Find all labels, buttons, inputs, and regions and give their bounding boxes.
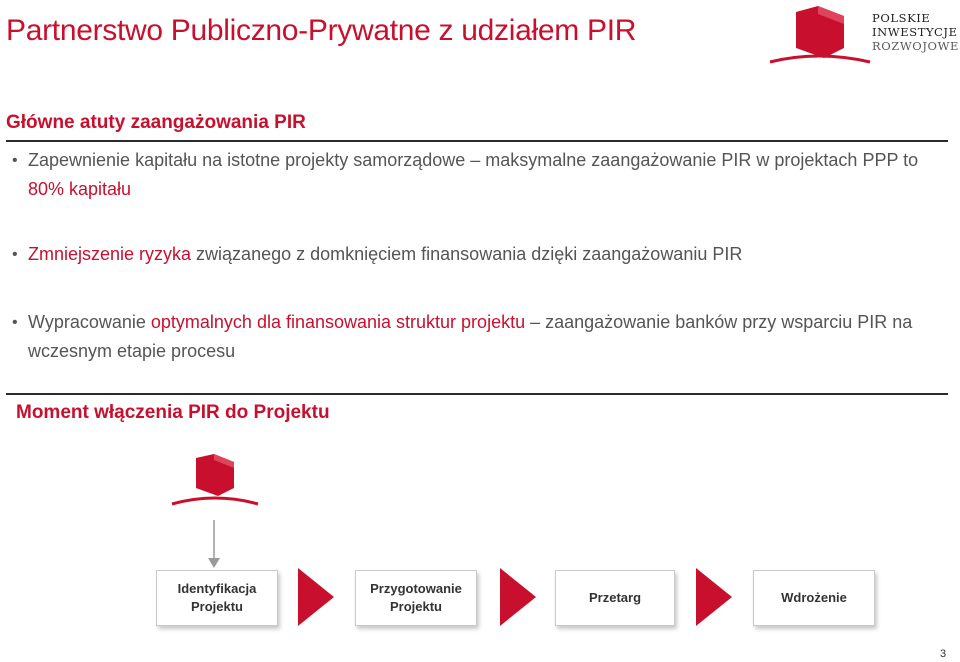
moment-divider — [6, 393, 948, 395]
company-logo — [768, 4, 960, 68]
process-step-tender: Przetarg — [555, 570, 675, 626]
logo-text-line2: INWESTYCJE — [872, 25, 958, 39]
pir-logo-shape-icon — [768, 4, 872, 68]
bullet-2-highlight: Zmniejszenie ryzyka — [28, 244, 192, 264]
process-step-identification: Identyfikacja Projektu — [156, 570, 278, 626]
advantage-bullet-1 — [12, 146, 947, 204]
bullet-2-text: związanego z domknięciem finansowania dzięki zaangażowaniu PIR — [191, 244, 743, 264]
bullet-dot-icon: • — [12, 246, 18, 263]
logo-text-line3: ROZWOJOWE — [872, 39, 959, 53]
bullet-3-text-end: – zaangażowanie banków przy wsparciu PIR na wczesnym etapie procesu — [28, 312, 913, 361]
advantage-bullet-3 — [12, 308, 947, 366]
advantages-divider — [6, 140, 948, 142]
process-step-implementation: Wdrożenie — [753, 570, 875, 626]
process-step-preparation: Przygotowanie Projektu — [355, 570, 477, 626]
moment-heading: Moment włączenia PIR do Projektu — [16, 402, 330, 423]
bullet-dot-icon: • — [12, 314, 18, 331]
bullet-1-text: Zapewnienie kapitału na istotne projekty samorządowe – maksymalne zaangażowanie PIR w projektach PPP to — [28, 150, 919, 170]
chevron-right-icon — [694, 568, 734, 626]
logo-text-line1: POLSKIE — [872, 11, 931, 25]
bullet-3-text-start: Wypracowanie — [28, 312, 151, 332]
bullet-dot-icon: • — [12, 152, 18, 169]
bullet-1-highlight: 80% kapitału — [28, 179, 132, 199]
bullet-3-highlight: optymalnych dla finansowania struktur projektu — [150, 312, 526, 332]
down-arrow-icon — [206, 520, 222, 570]
advantage-bullet-2 — [12, 240, 947, 269]
pir-logo-shape-icon — [170, 452, 260, 508]
slide-title: Partnerstwo Publiczno-Prywatne z udziałem PIR — [6, 14, 637, 47]
chevron-right-icon — [498, 568, 538, 626]
advantages-heading: Główne atuty zaangażowania PIR — [6, 112, 306, 133]
chevron-right-icon — [296, 568, 336, 626]
page-number: 3 — [940, 648, 947, 660]
